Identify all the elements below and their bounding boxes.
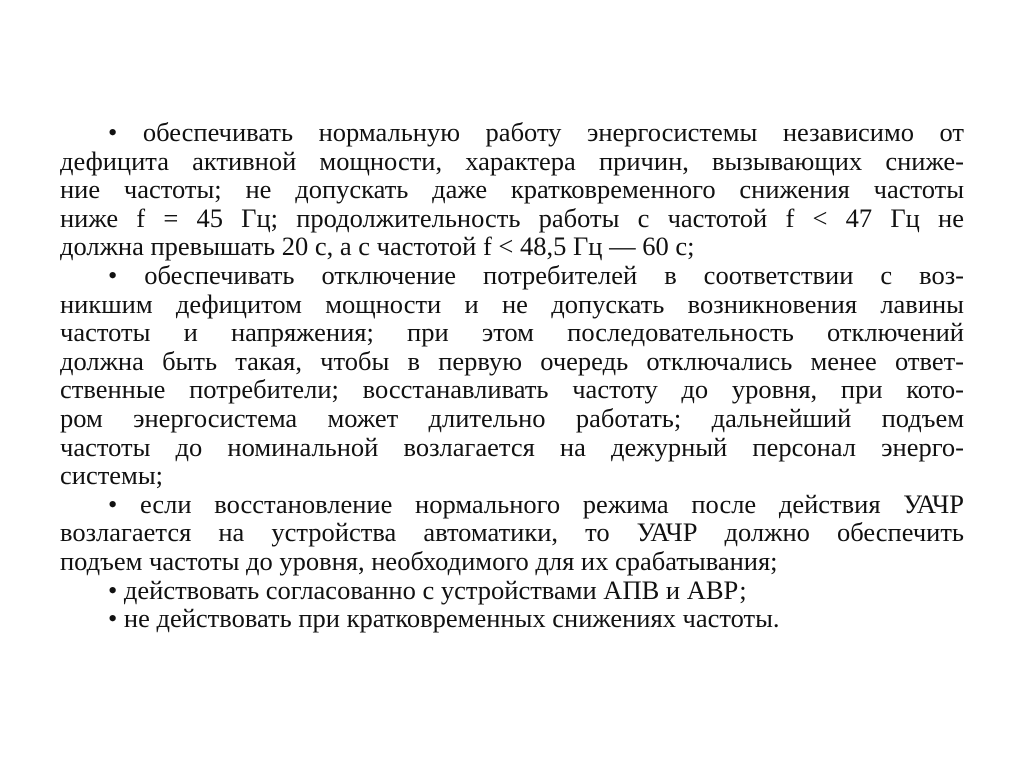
text-line: ром энергосистема может длительно работать; дальнейший подъем (60, 402, 964, 433)
text-line: частоты до номинальной возлагается на дежурный персонал энерго- (60, 431, 964, 462)
text-line: частоты и напряжения; при этом последовательность отключений (60, 317, 964, 348)
text-line: дефицита активной мощности, характера причин, вызывающих сниже- (60, 145, 964, 176)
text-line: подъем частоты до уровня, необходимого для их срабатывания; (60, 545, 778, 576)
text-line: • обеспечивать нормальную работу энергосистемы независимо от (108, 117, 964, 147)
text-line: системы; (60, 460, 163, 491)
text-line: возлагается на устройства автоматики, то УАЧР должно обеспечить (60, 517, 964, 548)
text-line: ниже f = 45 Гц; продолжительность работы с частотой f < 47 Гц не (60, 202, 964, 233)
text-line: никшим дефицитом мощности и не допускать возникновения лавины (60, 288, 964, 319)
text-line: ственные потребители; восстанавливать частоту до уровня, при кото- (60, 374, 964, 405)
text-line: должна быть такая, чтобы в первую очередь отключались менее ответ- (60, 345, 964, 376)
text-body (60, 118, 964, 633)
text-line: • действовать согласованно с устройствами АПВ и АВР; (108, 574, 747, 605)
text-line: ние частоты; не допускать даже кратковременного снижения частоты (60, 174, 964, 205)
text-line: • обеспечивать отключение потребителей в соответствии с воз- (108, 259, 964, 290)
text-line: • если восстановление нормального режима после действия УАЧР (108, 488, 964, 519)
text-line: должна превышать 20 с, а с частотой f < 48,5 Гц — 60 с; (60, 231, 695, 262)
text-line: • не действовать при кратковременных снижениях частоты. (108, 603, 780, 634)
